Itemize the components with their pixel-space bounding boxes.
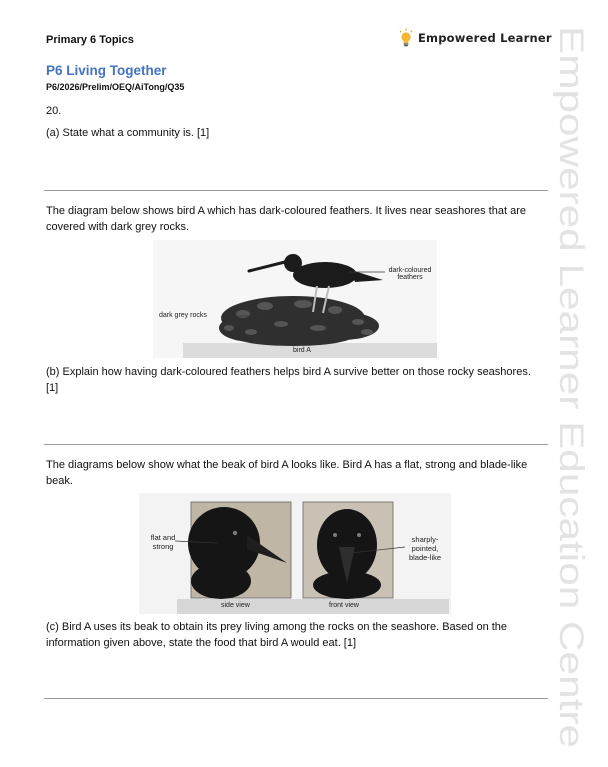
- question-number: 20.: [46, 105, 62, 117]
- question-code: P6/2026/Prelim/OEQ/AiTong/Q35: [46, 82, 185, 92]
- lightbulb-icon: [398, 28, 414, 48]
- label-dark-feathers-line2: feathers: [397, 274, 423, 281]
- topic-title: P6 Living Together: [46, 63, 167, 78]
- label-dark-grey-rocks: dark grey rocks: [159, 312, 207, 319]
- bird-on-rocks-illustration: [153, 240, 437, 358]
- watermark-text: Empowered Learner Education Centre: [552, 26, 590, 607]
- header-topics: Primary 6 Topics: [46, 34, 134, 46]
- caption-bird-a: bird A: [293, 347, 311, 354]
- label-sharply-pointed-line1: sharply-: [411, 535, 439, 544]
- watermark: [540, 20, 600, 755]
- part-a-question: (a) State what a community is. [1]: [46, 127, 210, 139]
- figure-beak-views: [139, 493, 451, 614]
- figure-bird-a: [153, 240, 437, 358]
- brand-logo: [398, 28, 552, 48]
- part-b-question: (b) Explain how having dark-coloured feathers helps bird A survive better on those rocky seashores. [1]: [46, 366, 531, 394]
- label-sharply-pointed: [401, 535, 449, 562]
- caption-front-view: front view: [329, 602, 359, 609]
- label-flat-strong-line1: flat and: [150, 533, 176, 542]
- answer-line-c: [44, 698, 548, 699]
- label-dark-feathers: [383, 267, 437, 281]
- brand-name: Empowered Learner: [418, 31, 552, 45]
- part-c-question: (c) Bird A uses its beak to obtain its prey living among the rocks on the seashore. Based on the information given above, state the food that bird A would eat. [1]: [46, 621, 508, 649]
- label-dark-feathers-line1: dark-coloured: [388, 267, 432, 274]
- label-sharply-pointed-line2: pointed,: [411, 544, 439, 553]
- answer-line-b: [44, 444, 548, 445]
- answer-line-a: [44, 190, 548, 191]
- part-b-intro: The diagram below shows bird A which has dark-coloured feathers. It lives near seashores that are covered with dark grey rocks.: [46, 205, 526, 233]
- part-c-intro: The diagrams below show what the beak of bird A looks like. Bird A has a flat, strong and blade-like beak.: [46, 459, 528, 487]
- label-flat-strong: [143, 533, 183, 551]
- label-sharply-pointed-line3: blade-like: [408, 553, 442, 562]
- caption-side-view: side view: [221, 602, 250, 609]
- label-flat-strong-line2: strong: [152, 542, 174, 551]
